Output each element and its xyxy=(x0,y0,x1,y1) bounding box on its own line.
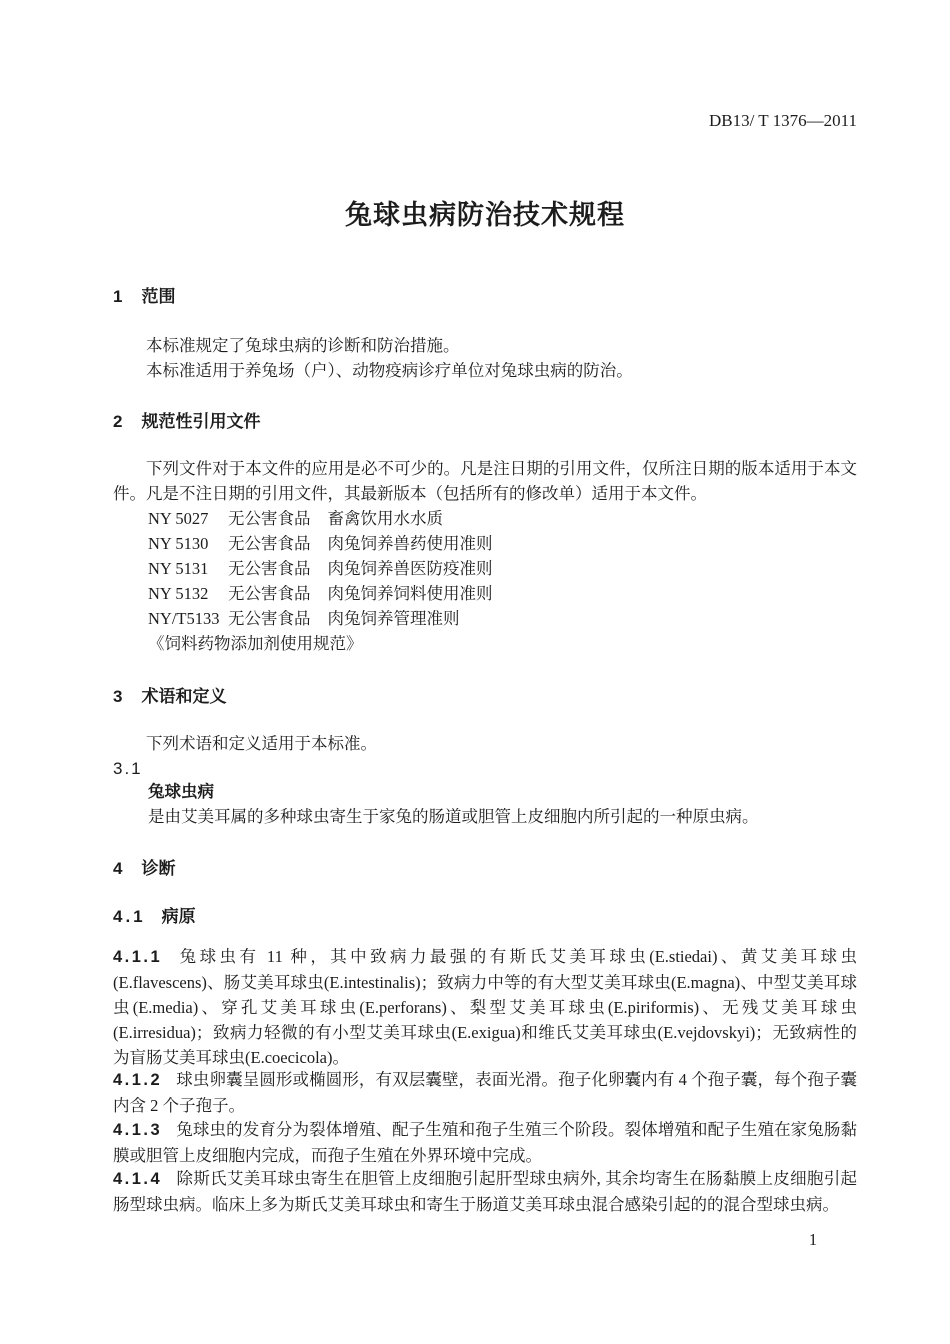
reference-category: 无公害食品 xyxy=(228,584,311,603)
term-number: 3.1 xyxy=(113,759,143,778)
reference-item xyxy=(148,606,857,631)
section-1-paragraph: 本标准适用于养兔场（户）、动物疫病诊疗单位对兔球虫病的防治。 xyxy=(146,361,633,380)
reference-name: 畜禽饮用水水质 xyxy=(327,509,443,528)
section-4-heading xyxy=(113,856,857,881)
section-2-number: 2 xyxy=(113,412,126,431)
term-definition: 是由艾美耳属的多种球虫寄生于家兔的肠道或胆管上皮细胞内所引起的一种原虫病。 xyxy=(148,807,759,826)
standard-code: DB13/ T 1376—2011 xyxy=(709,111,857,130)
clause-paragraph xyxy=(113,1117,857,1168)
clause-number: 4.1.2 xyxy=(113,1071,163,1089)
reference-code: NY/T5133 xyxy=(148,609,220,628)
clause-number: 4.1.3 xyxy=(113,1121,163,1139)
section-1-heading xyxy=(113,284,857,309)
section-2-intro: 下列文件对于本文件的应用是必不可少的。凡是注日期的引用文件，仅所注日期的版本适用于本文件。凡是不注日期的引用文件，其最新版本（包括所有的修改单）适用于本文件。 xyxy=(113,459,857,503)
clause-number: 4.1.1 xyxy=(113,948,163,966)
section-1-number: 1 xyxy=(113,287,126,306)
section-4-number: 4 xyxy=(113,859,126,878)
reference-name: 肉兔饲养管理准则 xyxy=(327,609,460,628)
section-3-intro: 下列术语和定义适用于本标准。 xyxy=(146,734,377,753)
reference-item xyxy=(148,556,857,581)
reference-code: NY 5131 xyxy=(148,559,209,578)
section-3-heading xyxy=(113,684,857,709)
reference-category: 无公害食品 xyxy=(228,509,311,528)
clause-paragraph xyxy=(113,944,857,1070)
reference-list xyxy=(148,506,857,656)
clause-paragraph xyxy=(113,1166,857,1217)
reference-category: 无公害食品 xyxy=(228,534,311,553)
clause-paragraph xyxy=(113,1067,857,1118)
document-title: 兔球虫病防治技术规程 xyxy=(345,200,625,230)
section-2-title: 规范性引用文件 xyxy=(141,412,261,431)
reference-category: 无公害食品 xyxy=(228,609,311,628)
section-4-1-number: 4.1 xyxy=(113,907,146,926)
page-number: 1 xyxy=(808,1230,818,1249)
section-2-heading xyxy=(113,409,857,434)
reference-code: NY 5132 xyxy=(148,584,209,603)
term-name: 兔球虫病 xyxy=(148,783,214,801)
reference-book: 《饲料药物添加剂使用规范》 xyxy=(148,634,363,653)
reference-code: NY 5027 xyxy=(148,509,209,528)
reference-item xyxy=(148,581,857,606)
reference-name: 肉兔饲养兽医防疫准则 xyxy=(327,559,493,578)
clause-text: 球虫卵囊呈圆形或椭圆形，有双层囊壁，表面光滑。孢子化卵囊内有 4 个孢子囊，每个孢子囊内含 2 个子孢子。 xyxy=(113,1070,857,1115)
section-4-title: 诊断 xyxy=(141,859,176,878)
clause-number: 4.1.4 xyxy=(113,1170,163,1188)
section-3-title: 术语和定义 xyxy=(141,687,227,706)
reference-code: NY 5130 xyxy=(148,534,209,553)
clause-text: 兔球虫的发育分为裂体增殖、配子生殖和孢子生殖三个阶段。裂体增殖和配子生殖在家兔肠黏膜或胆管上皮细胞内完成，而孢子生殖在外界环境中完成。 xyxy=(113,1120,857,1165)
reference-item xyxy=(148,506,857,531)
clause-text: 除斯氏艾美耳球虫寄生在胆管上皮细胞引起肝型球虫病外, 其余均寄生在肠黏膜上皮细胞引起肠型球虫病。临床上多为斯氏艾美耳球虫和寄生于肠道艾美耳球虫混合感染引起的的混合型球虫病。 xyxy=(113,1169,857,1214)
section-4-1-title: 病原 xyxy=(161,907,196,926)
reference-category: 无公害食品 xyxy=(228,559,311,578)
reference-name: 肉兔饲养兽药使用准则 xyxy=(327,534,493,553)
reference-item xyxy=(148,531,857,556)
section-1-title: 范围 xyxy=(141,287,176,306)
section-4-1-heading xyxy=(113,904,857,929)
section-3-number: 3 xyxy=(113,687,126,706)
reference-name: 肉兔饲养饲料使用准则 xyxy=(327,584,493,603)
clause-text: 兔球虫有 11 种，其中致病力最强的有斯氏艾美耳球虫(E.stiedai)、黄艾美耳球虫(E.flavescens)、肠艾美耳球虫(E.intestinalis)；致病力中等的有大型艾美耳球虫(E.magna)、中型艾美耳球虫(E.media)、穿孔艾美耳球虫(E.perforans)、梨型艾美耳球虫(E.piriformis)、无残艾美耳球虫(E.irresidua)；致病力轻微的有小型艾美耳球虫(E.exigua)和维氏艾美耳球虫(E.vejdovskyi)；无致病性的为盲肠艾美耳球虫(E.coecicola)。 xyxy=(113,947,857,1067)
section-1-paragraph: 本标准规定了兔球虫病的诊断和防治措施。 xyxy=(146,336,460,355)
